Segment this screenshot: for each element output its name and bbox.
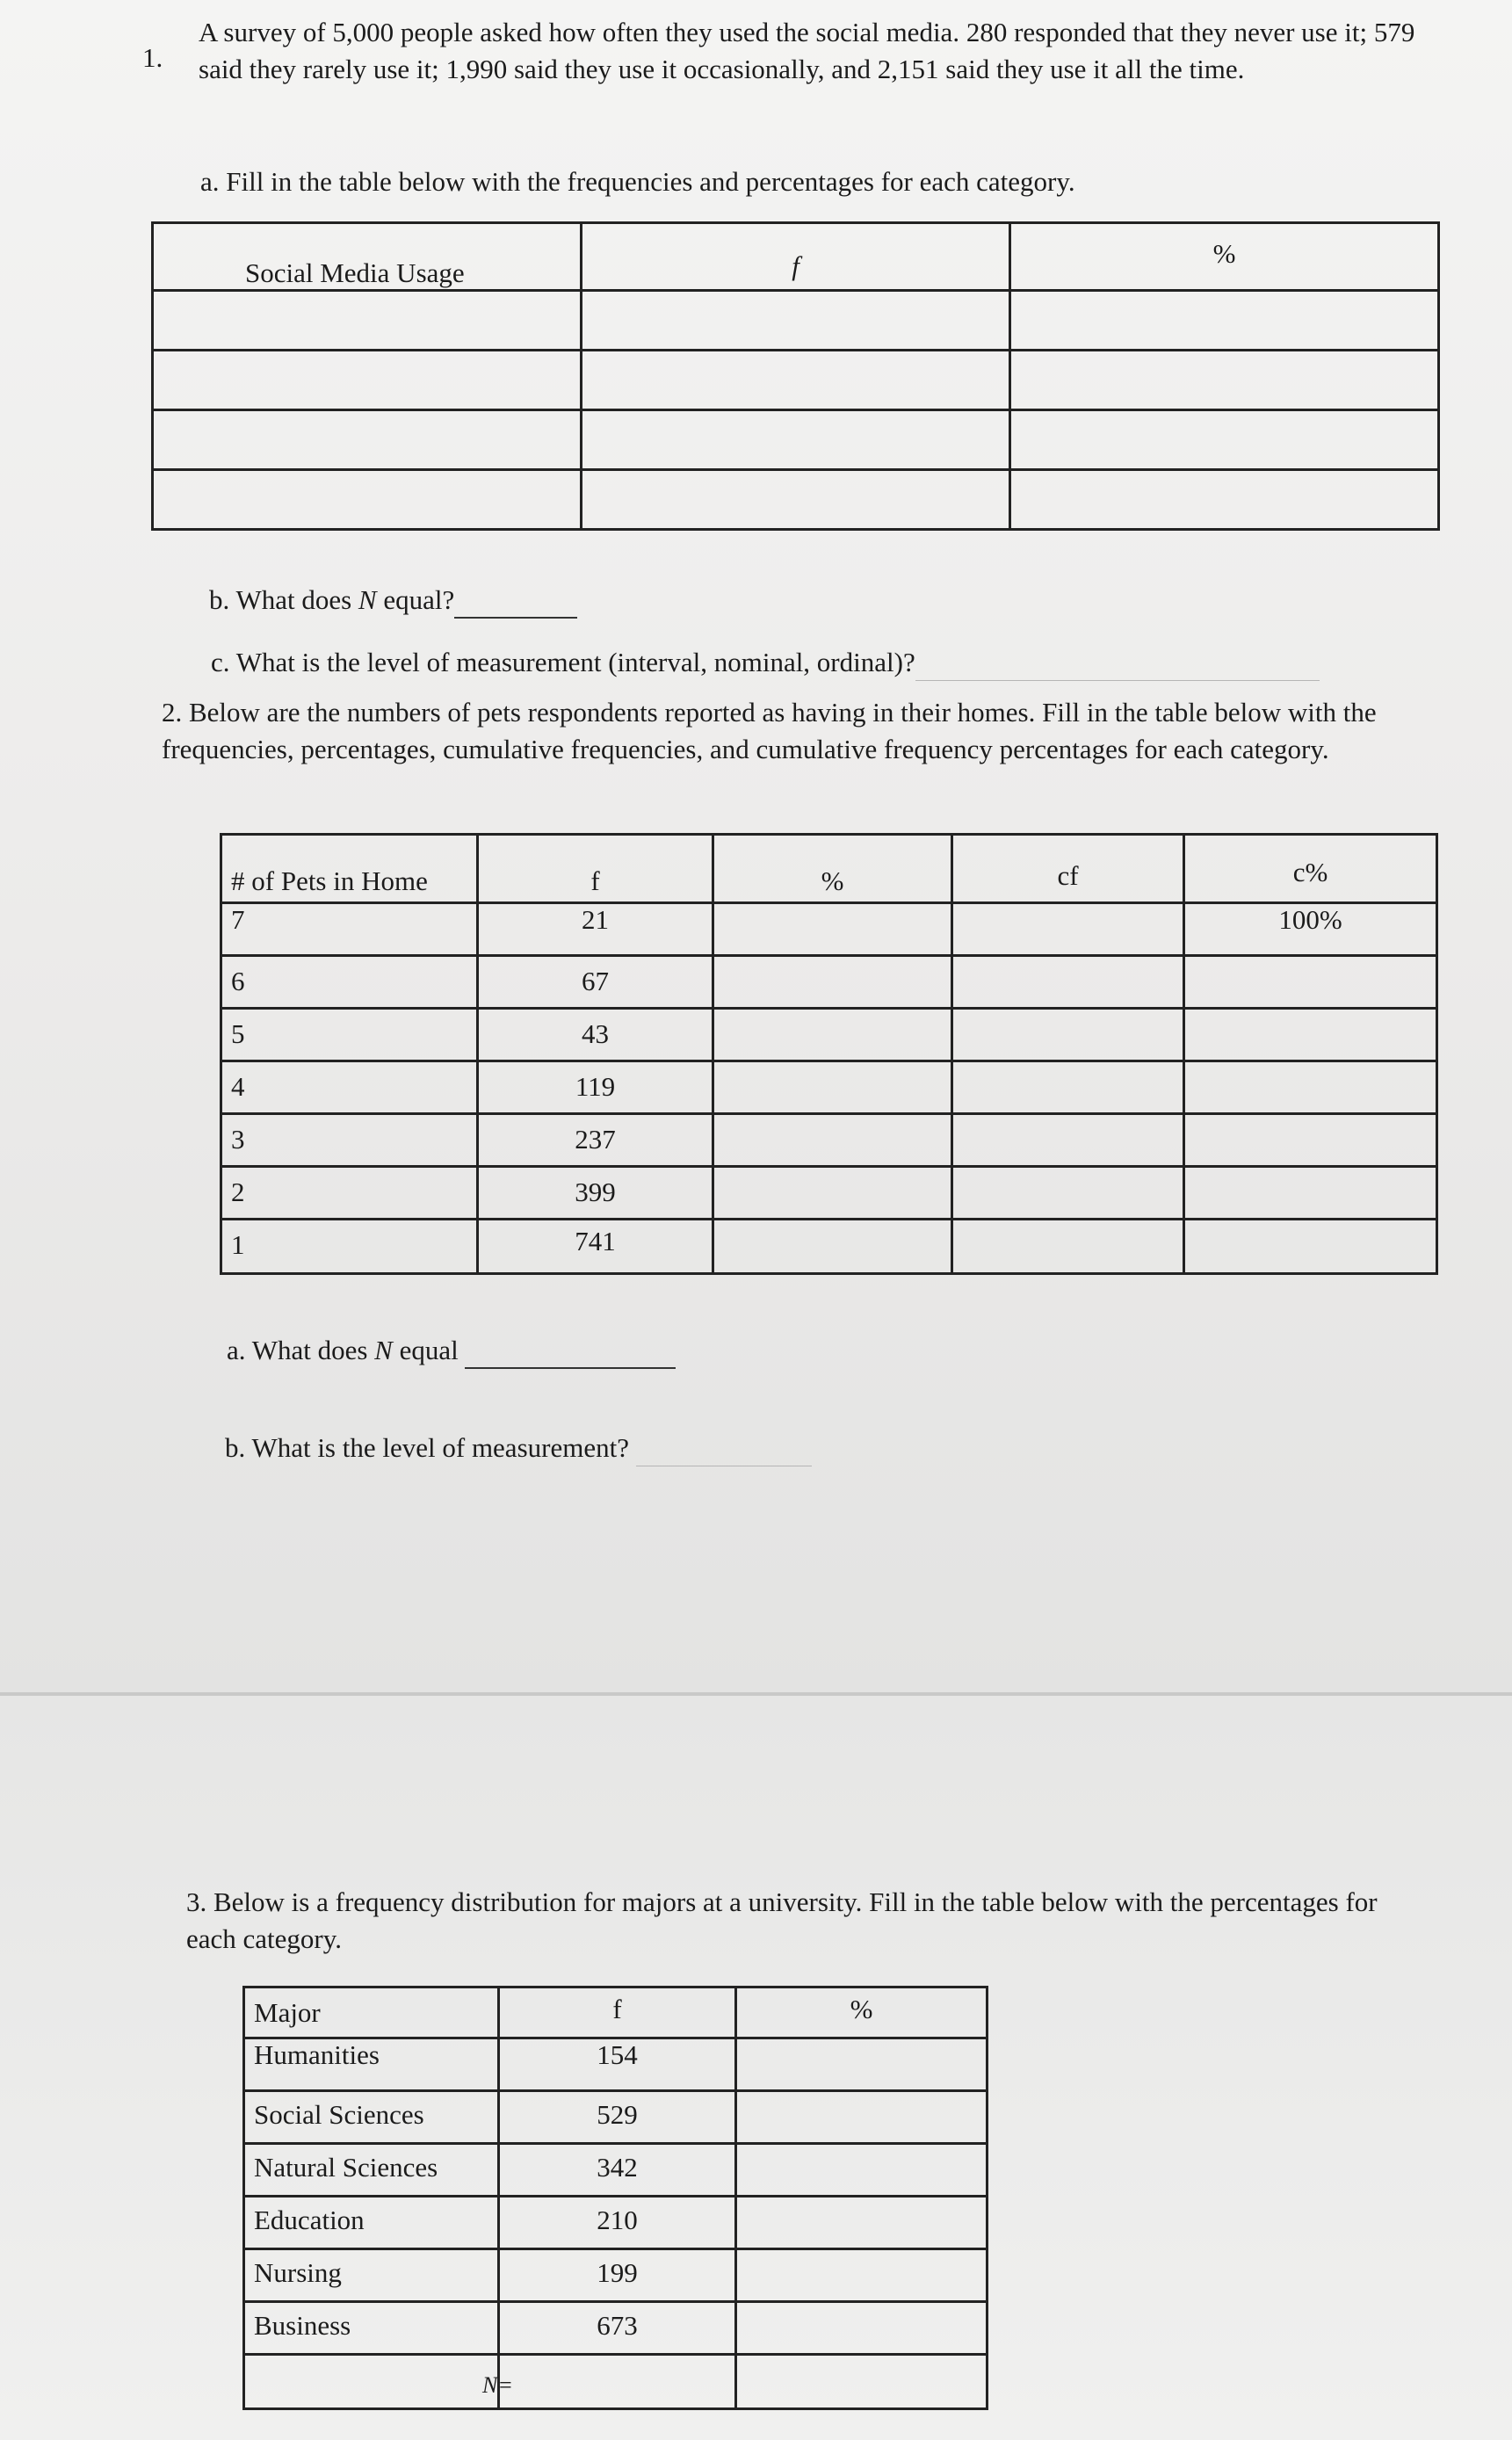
table-row <box>221 1114 1437 1167</box>
table-row <box>221 1009 1437 1061</box>
q1-table-header-row <box>153 223 1439 291</box>
q2-cell-percent[interactable] <box>713 1167 952 1220</box>
table-row <box>221 1061 1437 1114</box>
q2-part-a-variable: N <box>374 1335 393 1365</box>
table-row <box>153 291 1439 351</box>
q2-cell-pets: 7 <box>221 903 478 956</box>
q3-cell-major: Business <box>244 2302 499 2355</box>
q3-cell-percent[interactable] <box>736 2249 988 2302</box>
q1-part-b-answer-line[interactable] <box>454 580 577 619</box>
q3-header-f: f <box>499 1987 736 2038</box>
q2-cell-cpercent[interactable] <box>1184 1009 1437 1061</box>
q2-cell-f: 119 <box>478 1061 713 1114</box>
q3-cell-percent[interactable] <box>736 2038 988 2091</box>
table-row <box>244 2144 988 2197</box>
q3-cell-major: Natural Sciences <box>244 2144 499 2197</box>
q1-cell-percent[interactable] <box>1010 410 1439 470</box>
q1-part-c-text: c. What is the level of measurement (interval, nominal, ordinal)? <box>211 647 915 677</box>
q1-cell-f[interactable] <box>582 470 1010 530</box>
q2-cell-pets: 2 <box>221 1167 478 1220</box>
q3-table <box>242 1986 988 2410</box>
q2-cell-f: 67 <box>478 956 713 1009</box>
q2-cell-cpercent[interactable] <box>1184 1114 1437 1167</box>
q2-part-b-answer-line[interactable] <box>636 1429 812 1466</box>
q2-cell-pets: 5 <box>221 1009 478 1061</box>
q2-cell-f: 399 <box>478 1167 713 1220</box>
q2-cell-cf[interactable] <box>952 1114 1184 1167</box>
q3-cell-major: Nursing <box>244 2249 499 2302</box>
q1-part-b-rest: equal? <box>383 584 455 615</box>
q2-cell-percent[interactable] <box>713 956 952 1009</box>
q3-total-row <box>244 2355 988 2409</box>
q3-cell-f: 673 <box>499 2302 736 2355</box>
q3-cell-f: 210 <box>499 2197 736 2249</box>
table-row <box>221 1167 1437 1220</box>
q3-cell-f: 199 <box>499 2249 736 2302</box>
q2-cell-percent[interactable] <box>713 1220 952 1274</box>
q2-cell-percent[interactable] <box>713 903 952 956</box>
q2-cell-percent[interactable] <box>713 1114 952 1167</box>
q3-cell-major: Humanities <box>244 2038 499 2091</box>
q2-part-a-rest: equal <box>399 1335 459 1365</box>
q3-header-percent: % <box>736 1987 988 2038</box>
q2-cell-percent[interactable] <box>713 1061 952 1114</box>
q1-cell-usage[interactable] <box>153 410 582 470</box>
q2-header-cpercent: c% <box>1184 835 1437 903</box>
q2-cell-cf[interactable] <box>952 903 1184 956</box>
table-row <box>153 470 1439 530</box>
q1-part-a: a. Fill in the table below with the frequencies and percentages for each category. <box>200 166 1075 197</box>
q2-header-percent: % <box>713 835 952 903</box>
q3-cell-percent[interactable] <box>736 2302 988 2355</box>
q2-cell-cpercent[interactable] <box>1184 956 1437 1009</box>
q1-header-f: f <box>582 223 1010 291</box>
q2-cell-pets: 1 <box>221 1220 478 1274</box>
table-row <box>244 2302 988 2355</box>
table-row <box>221 956 1437 1009</box>
table-row <box>244 2197 988 2249</box>
q2-cell-cf[interactable] <box>952 956 1184 1009</box>
table-row <box>244 2091 988 2144</box>
table-row <box>221 903 1437 956</box>
q1-header-percent: % <box>1010 223 1439 291</box>
table-row <box>153 410 1439 470</box>
q2-cell-cf[interactable] <box>952 1009 1184 1061</box>
q1-cell-f[interactable] <box>582 351 1010 410</box>
q3-cell-percent[interactable] <box>736 2091 988 2144</box>
q1-part-c <box>211 643 1320 681</box>
q2-part-a-answer-line[interactable] <box>465 1330 676 1369</box>
q2-part-a <box>227 1330 676 1369</box>
table-row <box>153 351 1439 410</box>
q2-prompt: 2. Below are the numbers of pets respondents reported as having in their homes. Fill in the table below with the frequencies, percentages, cumulative frequencies, and cumulative frequency percentages for each category. <box>162 697 1377 764</box>
q2-cell-f: 237 <box>478 1114 713 1167</box>
q2-cell-cf[interactable] <box>952 1061 1184 1114</box>
q1-prompt: A survey of 5,000 people asked how often they used the social media. 280 responded that they never use it; 579 said they rarely use it; 1,990 said they use it occasionally, and 2,151 said they use it all the time. <box>199 17 1415 84</box>
q1-number: 1. <box>142 42 163 73</box>
q1-part-b-label: b. What does <box>209 584 352 615</box>
q2-cell-pets: 3 <box>221 1114 478 1167</box>
table-row <box>221 1220 1437 1274</box>
q3-table-header-row <box>244 1987 988 2038</box>
q2-cell-f: 43 <box>478 1009 713 1061</box>
q1-part-b <box>209 580 577 619</box>
q1-cell-percent[interactable] <box>1010 351 1439 410</box>
q2-cell-cpercent: 100% <box>1184 903 1437 956</box>
q1-cell-percent[interactable] <box>1010 291 1439 351</box>
q1-cell-usage[interactable] <box>153 291 582 351</box>
q1-cell-usage[interactable] <box>153 470 582 530</box>
table-row <box>244 2038 988 2091</box>
q3-cell-percent[interactable] <box>736 2197 988 2249</box>
q3-cell-total-blank <box>244 2355 499 2409</box>
q3-cell-major: Social Sciences <box>244 2091 499 2144</box>
q2-cell-cf[interactable] <box>952 1167 1184 1220</box>
q2-cell-f: 21 <box>478 903 713 956</box>
q2-cell-cf[interactable] <box>952 1220 1184 1274</box>
q2-cell-cpercent[interactable] <box>1184 1220 1437 1274</box>
q2-table <box>220 833 1438 1275</box>
q2-part-b-text: b. What is the level of measurement? <box>225 1432 629 1463</box>
q1-part-b-variable: N <box>358 584 377 615</box>
q2-header-f: f <box>478 835 713 903</box>
q1-part-c-answer-line[interactable] <box>915 643 1320 681</box>
q2-cell-f: 741 <box>478 1220 713 1274</box>
q2-cell-percent[interactable] <box>713 1009 952 1061</box>
q2-cell-pets: 4 <box>221 1061 478 1114</box>
q2-cell-cpercent[interactable] <box>1184 1061 1437 1114</box>
q2-part-b <box>225 1429 812 1466</box>
q1-cell-f[interactable] <box>582 410 1010 470</box>
q2-table-header-row <box>221 835 1437 903</box>
q3-cell-f: 529 <box>499 2091 736 2144</box>
q2-part-a-label: a. What does <box>227 1335 368 1365</box>
q1-table <box>151 221 1440 531</box>
table-row <box>244 2249 988 2302</box>
q2-header-pets: # of Pets in Home <box>221 835 478 903</box>
q2-cell-cpercent[interactable] <box>1184 1167 1437 1220</box>
q3-total-label: N= <box>482 2372 513 2398</box>
q3-cell-major: Education <box>244 2197 499 2249</box>
q3-cell-f: 154 <box>499 2038 736 2091</box>
q2-header-cf: cf <box>952 835 1184 903</box>
q3-total-cell[interactable] <box>482 2355 736 2409</box>
q3-header-major: Major <box>244 1987 499 2038</box>
q2-cell-pets: 6 <box>221 956 478 1009</box>
page-fold <box>0 1692 1512 1696</box>
q1-header-usage: Social Media Usage <box>153 223 582 291</box>
q3-cell-f: 342 <box>499 2144 736 2197</box>
q3-cell-percent[interactable] <box>736 2144 988 2197</box>
q3-prompt: 3. Below is a frequency distribution for majors at a university. Fill in the table below with the percentages for each category. <box>186 1886 1378 1954</box>
q3-cell-total-percent[interactable] <box>736 2355 988 2409</box>
q1-cell-f[interactable] <box>582 291 1010 351</box>
q1-cell-percent[interactable] <box>1010 470 1439 530</box>
q1-cell-usage[interactable] <box>153 351 582 410</box>
